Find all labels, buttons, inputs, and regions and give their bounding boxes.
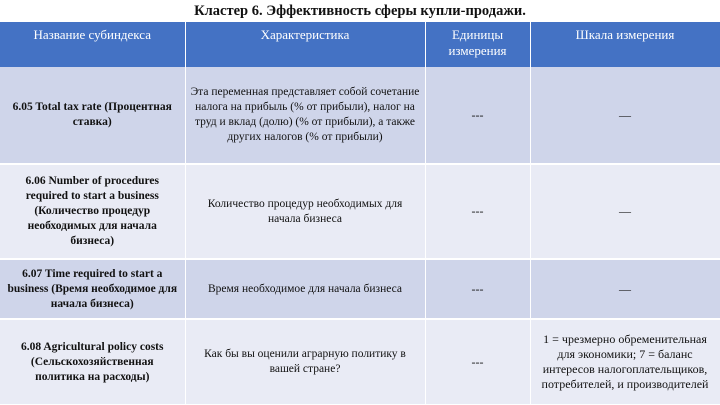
cell-scale: 1 = чрезмерно обременительная для экономики; 7 = баланс интересов налогоплательщиков, потребителей, и производителей bbox=[530, 319, 720, 405]
cell-subindex-name: 6.07 Time required to start a business (Время необходимое для начала бизнеса) bbox=[0, 259, 185, 319]
header-subindex-name: Название субиндекса bbox=[0, 22, 185, 67]
table-row bbox=[0, 259, 720, 319]
cell-units: --- bbox=[425, 164, 530, 259]
table-row bbox=[0, 67, 720, 164]
header-description: Характеристика bbox=[185, 22, 425, 67]
cell-description: Время необходимое для начала бизнеса bbox=[185, 259, 425, 319]
table-row bbox=[0, 164, 720, 259]
cell-scale: — bbox=[530, 67, 720, 164]
cell-units: --- bbox=[425, 319, 530, 405]
table-header-row bbox=[0, 22, 720, 67]
header-units: Единицы измерения bbox=[425, 22, 530, 67]
cell-description: Количество процедур необходимых для начала бизнеса bbox=[185, 164, 425, 259]
header-scale: Шкала измерения bbox=[530, 22, 720, 67]
cell-units: --- bbox=[425, 67, 530, 164]
slide-title: Кластер 6. Эффективность сферы купли-продажи. bbox=[194, 3, 526, 19]
cell-subindex-name: 6.05 Total tax rate (Процентная ставка) bbox=[0, 67, 185, 164]
cell-scale: — bbox=[530, 259, 720, 319]
cell-description: Как бы вы оценили аграрную политику в вашей стране? bbox=[185, 319, 425, 405]
subindex-table bbox=[0, 22, 720, 405]
cell-subindex-name: 6.06 Number of procedures required to start a business (Количество процедур необходимых для начала бизнеса) bbox=[0, 164, 185, 259]
table-row bbox=[0, 319, 720, 405]
cell-description: Эта переменная представляет собой сочетание налога на прибыль (% от прибыли), налог на труд и вклад (долю) (% от прибыли), а также других налогов (% от прибыли) bbox=[185, 67, 425, 164]
cell-subindex-name: 6.08 Agricultural policy costs (Сельскохозяйственная политика на расходы) bbox=[0, 319, 185, 405]
cell-units: --- bbox=[425, 259, 530, 319]
cell-scale: — bbox=[530, 164, 720, 259]
